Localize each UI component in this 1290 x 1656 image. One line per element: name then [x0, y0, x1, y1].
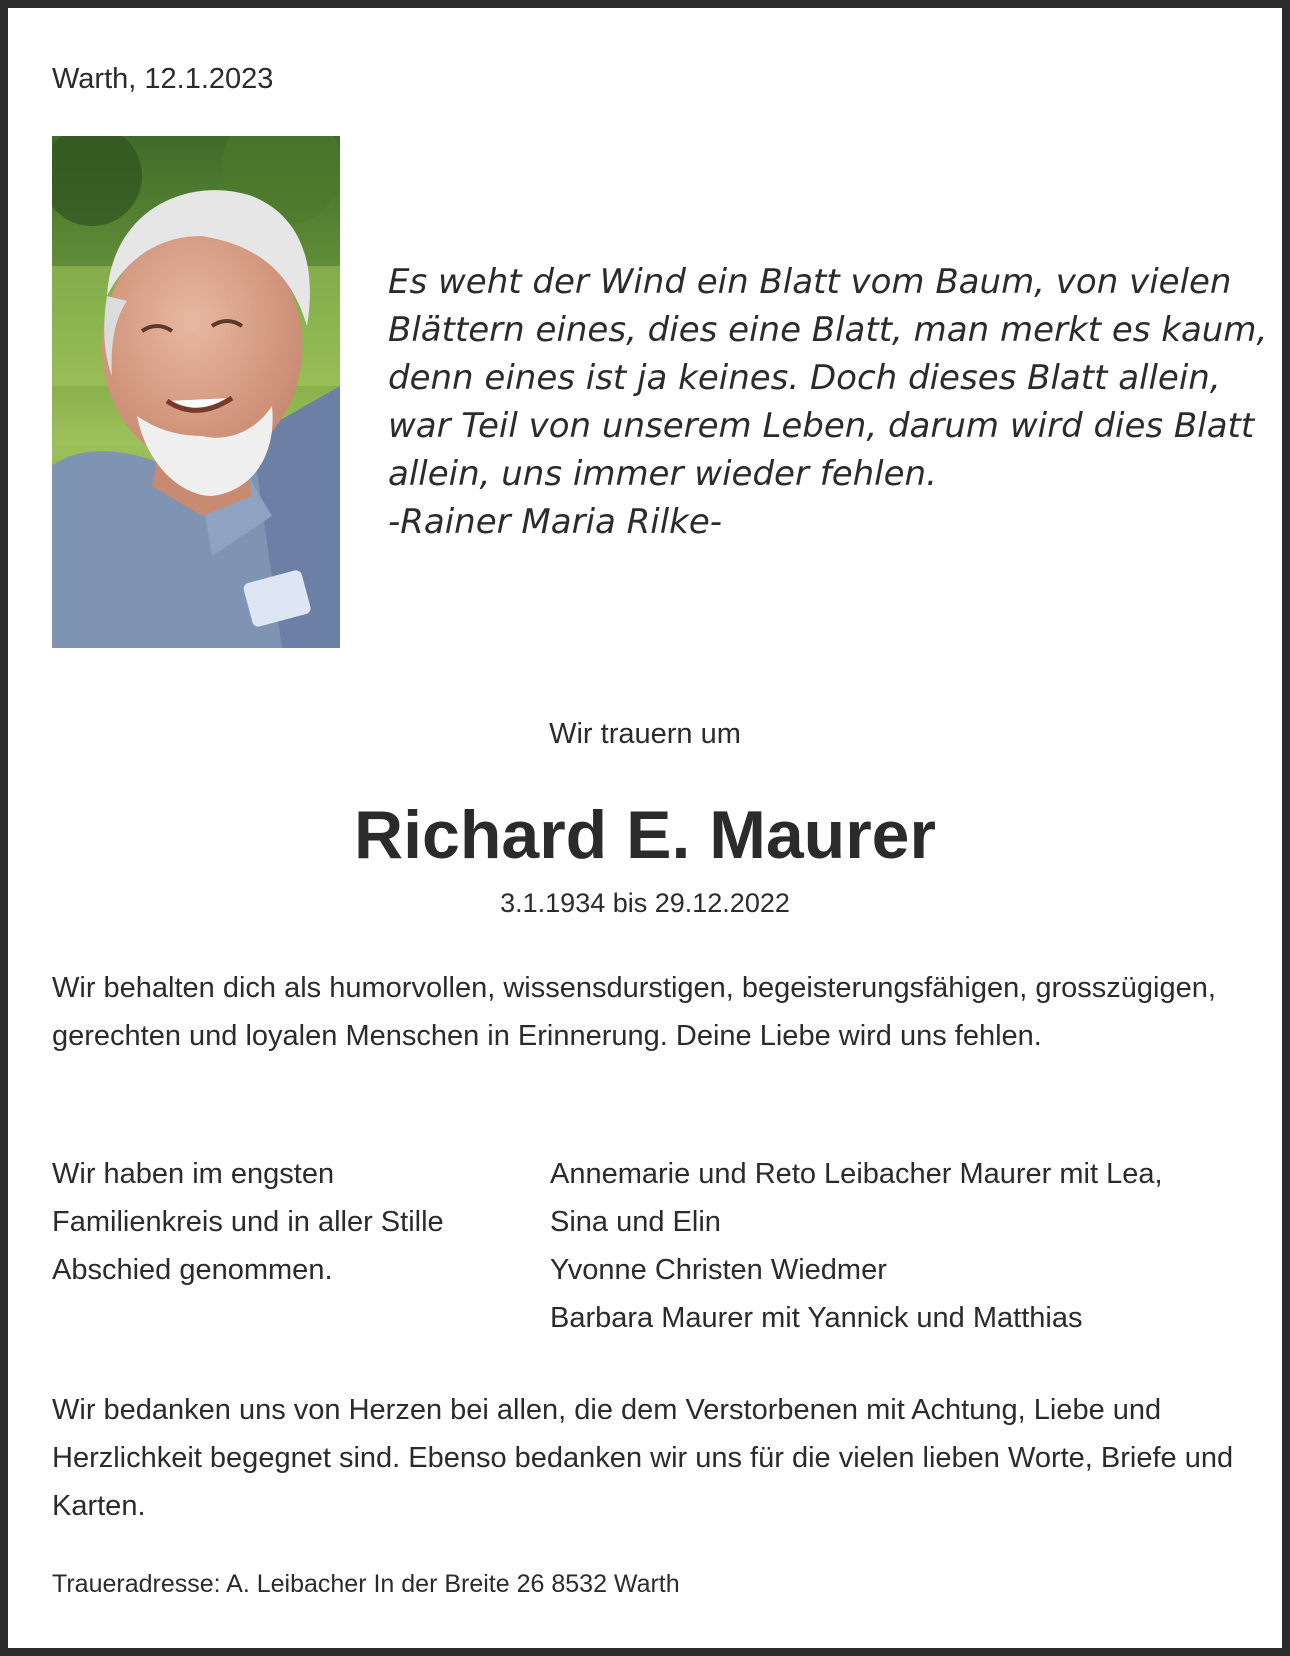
family-member: Yvonne Christen Wiedmer: [550, 1254, 887, 1286]
deceased-name: Richard E. Maurer: [354, 797, 936, 873]
poem-line: Es weht der Wind ein Blatt vom Baum, von vielen: [388, 262, 1232, 302]
family-member: Annemarie und Reto Leibacher Maurer mit Lea,: [550, 1158, 1163, 1190]
portrait-photo: [52, 136, 340, 648]
mourning-address: Traueradresse: A. Leibacher In der Breite 26 8532 Warth: [52, 1570, 680, 1598]
portrait-photo-icon: [52, 136, 340, 648]
poem-line: denn eines ist ja keines. Doch dieses Blatt allein,: [388, 358, 1221, 398]
poem: [388, 258, 1268, 546]
farewell-line: Wir haben im engsten: [52, 1158, 335, 1190]
poem-author: -Rainer Maria Rilke-: [388, 502, 723, 542]
family-member: Barbara Maurer mit Yannick und Matthias: [550, 1302, 1083, 1334]
memory-text: Wir behalten dich als humorvollen, wissensdurstigen, begeisterungsfähigen, grosszügigen, gerechten und loyalen Menschen in Erinnerung. Deine Liebe wird uns fehlen.: [52, 972, 1216, 1052]
farewell-text: [52, 1150, 502, 1294]
place-date: Warth, 12.1.2023: [52, 63, 274, 95]
farewell-line: Abschied genommen.: [52, 1254, 333, 1286]
family-members: [550, 1150, 1270, 1342]
farewell-line: Familienkreis und in aller Stille: [52, 1206, 444, 1238]
poem-line: war Teil von unserem Leben, darum wird dies Blatt: [388, 406, 1255, 446]
poem-line: Blättern eines, dies eine Blatt, man merkt es kaum,: [388, 310, 1268, 350]
family-member: Sina und Elin: [550, 1206, 721, 1238]
thanks-text: Wir bedanken uns von Herzen bei allen, die dem Verstorbenen mit Achtung, Liebe und Herzlichkeit begegnet sind. Ebenso bedanken wir uns für die vielen lieben Worte, Briefe und Karten.: [52, 1394, 1234, 1522]
poem-line: allein, uns immer wieder fehlen.: [388, 454, 937, 494]
mourning-intro: Wir trauern um: [549, 718, 741, 750]
life-dates: 3.1.1934 bis 29.12.2022: [500, 888, 790, 918]
